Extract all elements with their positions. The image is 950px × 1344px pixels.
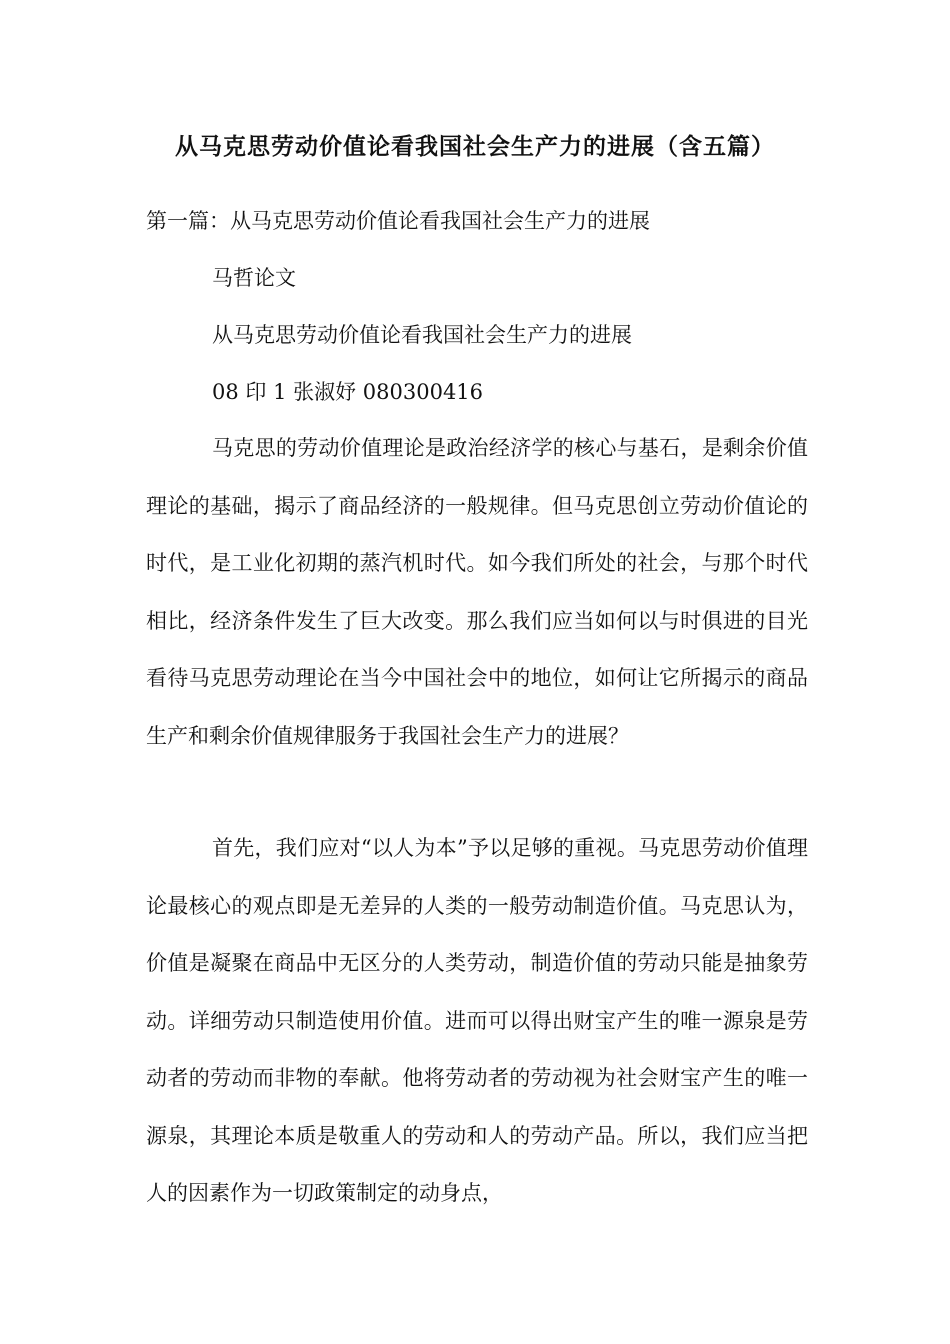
body-paragraph-2: 首先，我们应对“以人为本”予以足够的重视。马克思劳动价值理论最核心的观点即是无差异的人类的一般劳动制造价值。马克思认为，价值是凝聚在商品中无区分的人类劳动，制造价值的劳动只能是抽象劳动。详细劳动只制造使用价值。进而可以得出财宝产生的唯一源泉是劳动者的劳动而非物的奉献。他将劳动者的劳动视为社会财宝产生的唯一源泉，其理论本质是敬重人的劳动和人的劳动产品。所以，我们应当把人的因素作为一切政策制定的动身点， — [146, 836, 808, 1205]
body-paragraph-1: 马克思的劳动价值理论是政治经济学的核心与基石，是剩余价值理论的基础，揭示了商品经济的一般规律。但马克思创立劳动价值论的时代，是工业化初期的蒸汽机时代。如今我们所处的社会，与那个时代相比，经济条件发生了巨大改变。那么我们应当如何以与时俱进的目光看待马克思劳动理论在当今中国社会中的地位，如何让它所揭示的商品生产和剩余价值规律服务于我国社会生产力的进展？ — [146, 436, 808, 748]
article-subtitle: 从马克思劳动价值论看我国社会生产力的进展 — [212, 323, 632, 347]
category-label: 马哲论文 — [212, 266, 296, 290]
section-heading: 第一篇：从马克思劳动价值论看我国社会生产力的进展 — [146, 209, 650, 233]
author-line: 08 印 1 张淑妤 080300416 — [212, 380, 484, 404]
document-title: 从马克思劳动价值论看我国社会生产力的进展（含五篇） — [175, 134, 775, 160]
